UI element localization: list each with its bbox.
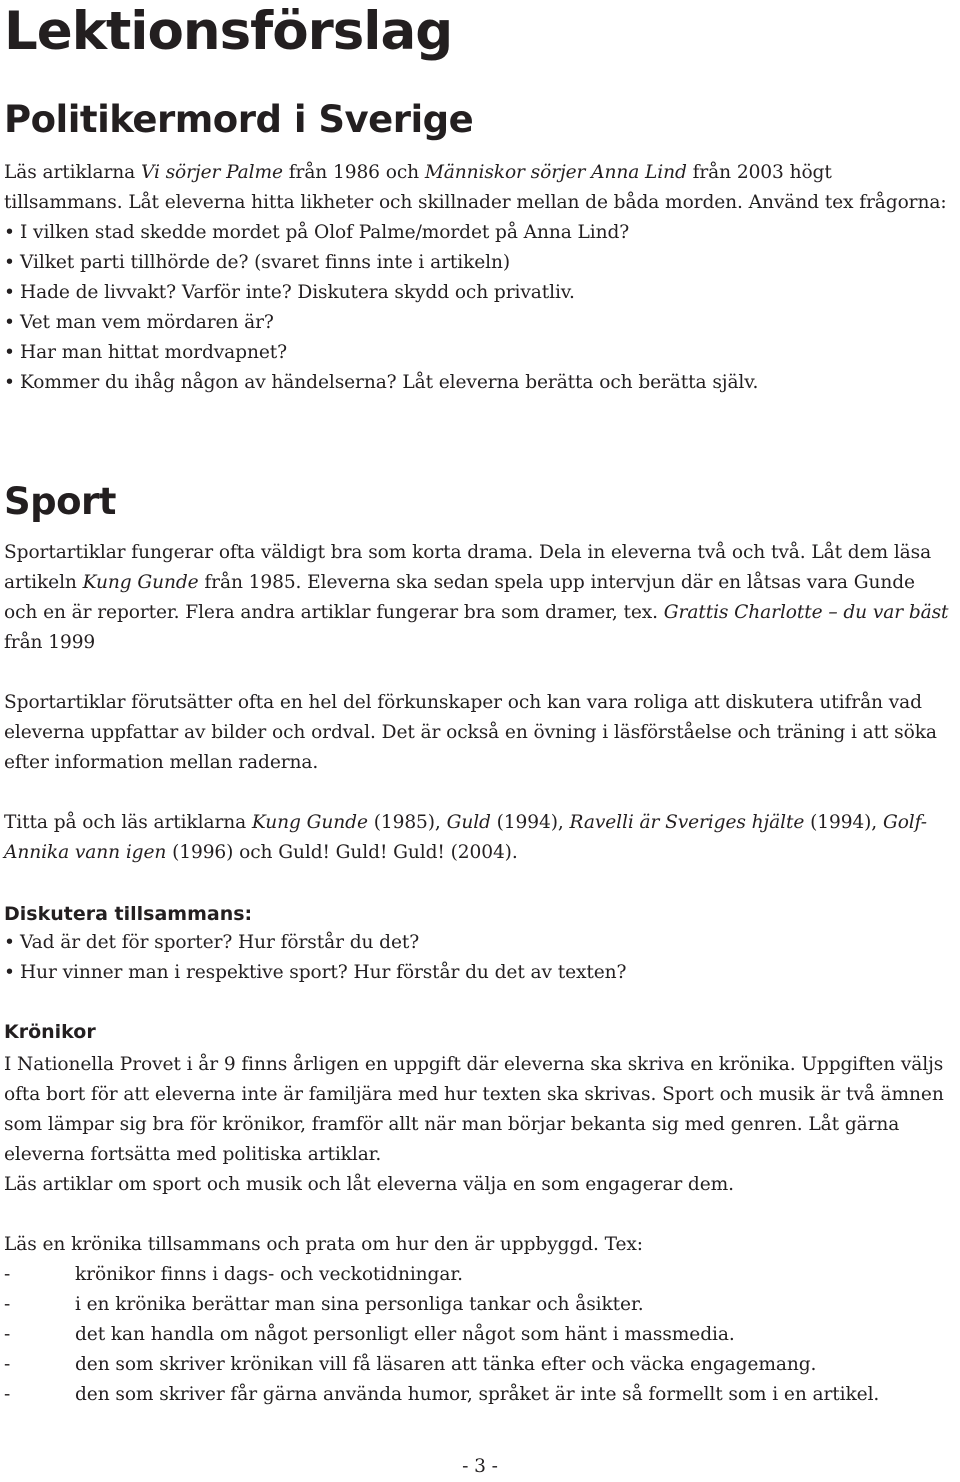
discuss-section <box>4 928 954 988</box>
list-item: - den som skriver får gärna använda humor, språket är inte så formellt som i en artikel. <box>4 1380 884 1410</box>
list-item: • Hade de livvakt? Varför inte? Diskutera skydd och privatliv. <box>4 278 954 308</box>
sport-text-3: från 1999 <box>4 632 96 653</box>
article-title-manniskor-sorjer: Människor sörjer Anna Lind <box>424 162 687 183</box>
article-title-grattis-charlotte: Grattis Charlotte – du var bäst <box>663 602 949 623</box>
list-item: - krönikor finns i dags- och veckotidningar. <box>4 1260 884 1290</box>
list-item: - den som skriver krönikan vill få läsaren att tänka efter och väcka engagemang. <box>4 1350 884 1380</box>
intro-text-1: Läs artiklarna <box>4 162 141 183</box>
article-title-guld: Guld <box>446 812 491 833</box>
discuss-list <box>4 928 954 988</box>
list-item: • Hur vinner man i respektive sport? Hur förstår du det av texten? <box>4 958 954 988</box>
section-heading-sport: Sport <box>4 480 116 523</box>
list-item: - det kan handla om något personligt eller något som hänt i massmedia. <box>4 1320 884 1350</box>
list-item: • Vad är det för sporter? Hur förstår du det? <box>4 928 954 958</box>
kronikor-points <box>4 1260 884 1410</box>
article-title-kung-gunde: Kung Gunde <box>82 572 199 593</box>
kronikor-para-1: I Nationella Provet i år 9 finns årligen en uppgift där eleverna ska skriva en krönika. Uppgiften väljs ofta bort för att eleverna inte är familjära med hur texten ska skrivas. Sport och musik är två ämnen som lämpar sig bra för krönikor, framför allt när man börjar bekanta sig med genren. Låt gärna eleverna fortsätta med politiska artiklar. Läs artiklar om sport och musik och låt eleverna välja en som engagerar dem. <box>4 1054 944 1195</box>
article-title-kung-gunde-2: Kung Gunde <box>251 812 368 833</box>
discuss-heading: Diskutera tillsammans: <box>4 903 253 925</box>
intro-text-3: från 2003 högt tillsammans. Låt eleverna hitta likheter och skillnader mellan de båda morden. Använd tex frågorna: <box>4 162 947 213</box>
list-item: • Vet man vem mördaren är? <box>4 308 954 338</box>
page-number: - 3 - <box>462 1456 498 1477</box>
sport-para-1 <box>4 538 954 658</box>
article-title-golf-annika: Golf-Annika vann igen <box>4 812 927 863</box>
list-item: • Vilket parti tillhörde de? (svaret finns inte i artikeln) <box>4 248 954 278</box>
politikermord-intro <box>4 158 954 218</box>
politikermord-section <box>4 158 954 398</box>
list-item: • I vilken stad skedde mordet på Olof Palme/mordet på Anna Lind? <box>4 218 954 248</box>
section-heading-politikermord: Politikermord i Sverige <box>4 98 474 141</box>
list-item: • Har man hittat mordvapnet? <box>4 338 954 368</box>
page-title: Lektionsförslag <box>4 1 453 62</box>
article-title-vi-sorjer-palme: Vi sörjer Palme <box>140 162 283 183</box>
article-title-ravelli: Ravelli är Sveriges hjälte <box>569 812 805 833</box>
list-item: • Kommer du ihåg någon av händelserna? Låt eleverna berätta och berätta själv. <box>4 368 954 398</box>
sport-text-1: Sportartiklar fungerar ofta väldigt bra som korta drama. Dela in eleverna två och två. Låt dem läsa artikeln <box>4 542 932 593</box>
document-page <box>4 0 956 1475</box>
section-heading-kronikor: Krönikor <box>4 1021 96 1043</box>
sport-para-2: Sportartiklar förutsätter ofta en hel del förkunskaper och kan vara roliga att diskutera utifrån vad eleverna uppfattar av bilder och ordval. Det är också en övning i läsförståelse och träning i att söka efter information mellan raderna. <box>4 692 937 773</box>
intro-text-2: från 1986 och <box>282 162 425 183</box>
sport-para-3: Titta på och läs artiklarna Kung Gunde (1985), Guld (1994), Ravelli är Sveriges hjälte (1994), Golf-Annika vann igen (1996) och Guld! Guld! Guld! (2004). <box>4 812 927 863</box>
sport-text-2: från 1985. Eleverna ska sedan spela upp intervjun där en låtsas vara Gunde och en är reporter. Flera andra artiklar fungerar bra som dramer, tex. <box>4 572 915 623</box>
question-list <box>4 218 954 398</box>
kronikor-para-3: Läs en krönika tillsammans och prata om hur den är uppbyggd. Tex: - krönikor finns i dags- och veckotidningar. - i en krönika berättar man sina personliga tankar och åsikter. - det kan handla om något personligt eller något som hänt i massmedia. - den som skriver krönikan vill få läsaren att tänka efter och väcka engagemang. - den som skriver får gärna använda humor, språket är inte så formellt som i en artikel. <box>4 1230 954 1410</box>
list-item: - i en krönika berättar man sina personliga tankar och åsikter. <box>4 1290 884 1320</box>
